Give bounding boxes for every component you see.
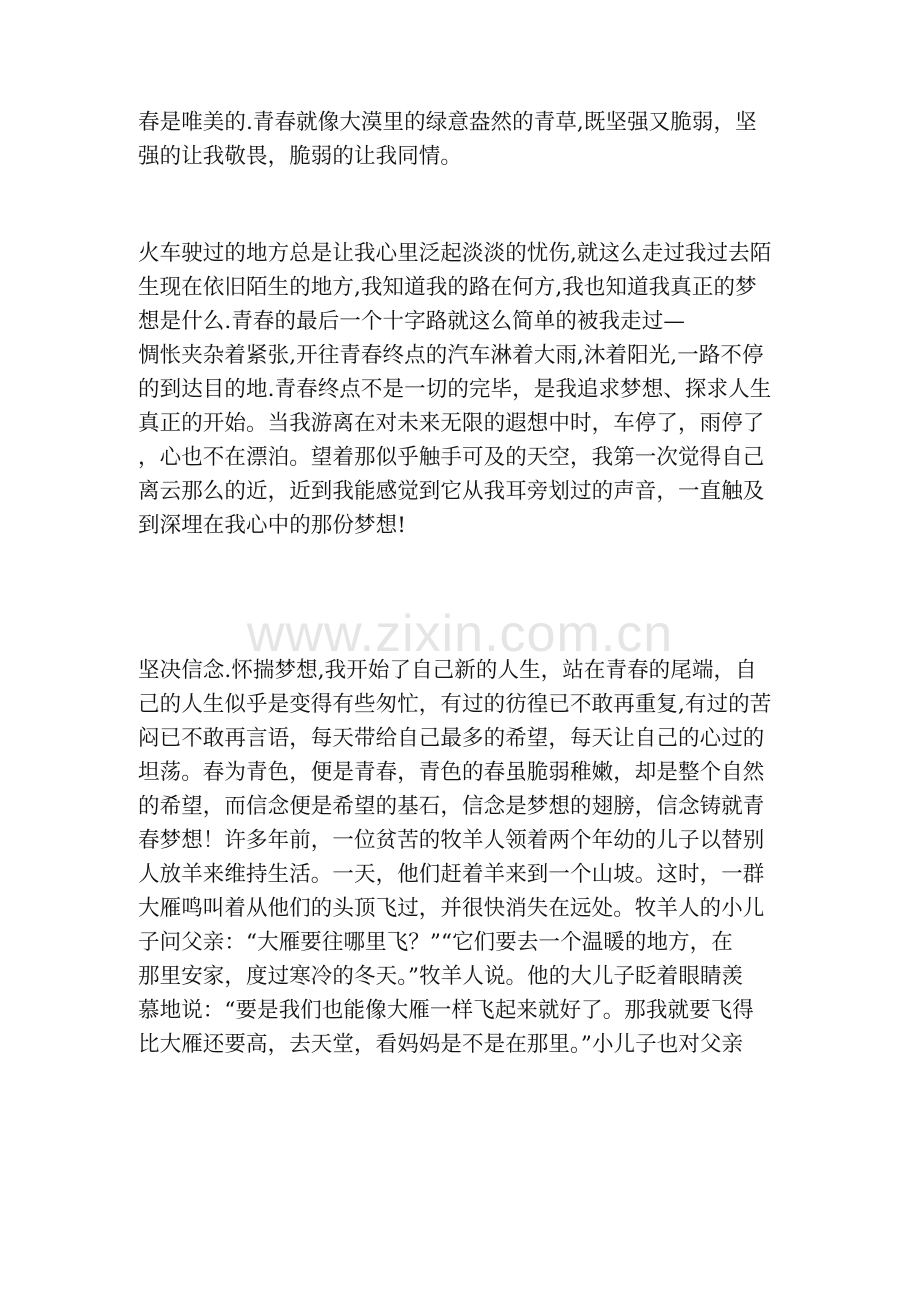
watermark: www.zixin.com.cn xyxy=(246,605,674,663)
text-line: 火车驶过的地方总是让我心里泛起淡淡的忧伤,就这么走过我过去陌 xyxy=(138,241,772,266)
text-line: 己的人生似乎是变得有些匆忙，有过的彷徨已不敢再重复,有过的苦 xyxy=(138,692,772,717)
paragraph-1 xyxy=(138,106,788,174)
text-line: 慕地说：“要是我们也能像大雁一样飞起来就好了。那我就要飞得 xyxy=(138,998,754,1023)
paragraph-3 xyxy=(138,654,788,1062)
text-line: 坦荡。春为青色，便是青春，青色的春虽脆弱稚嫩，却是整个自然 xyxy=(138,760,765,785)
text-line: 强的让我敬畏，脆弱的让我同情。 xyxy=(138,144,463,169)
text-line: 的到达目的地.青春终点不是一切的完毕，是我追求梦想、探求人生 xyxy=(138,377,772,402)
text-line: 的希望，而信念便是希望的基石，信念是梦想的翅膀，信念铸就青 xyxy=(138,794,765,819)
paragraph-2 xyxy=(138,237,788,543)
text-line: 坚决信念.怀揣梦想,我开始了自己新的人生，站在青春的尾端，自 xyxy=(138,658,757,683)
text-line: 到深埋在我心中的那份梦想! xyxy=(138,513,406,538)
text-line: 闷已不敢再言语，每天带给自己最多的希望，每天让自己的心过的 xyxy=(138,726,765,751)
text-line: 生现在依旧陌生的地方,我知道我的路在何方,我也知道我真正的梦 xyxy=(138,275,757,300)
text-line: 人放羊来维持生活。一天，他们赶着羊来到一个山坡。这时，一群 xyxy=(138,862,765,887)
text-line: 春是唯美的.青春就像大漠里的绿意盎然的青草,既坚强又脆弱，坚 xyxy=(138,110,757,135)
text-line: 大雁鸣叫着从他们的头顶飞过，并很快消失在远处。牧羊人的小儿 xyxy=(138,896,765,921)
text-line: 真正的开始。当我游离在对未来无限的遐想中时，车停了，雨停了 xyxy=(138,411,765,436)
text-line: 想是什么.青春的最后一个十字路就这么简单的被我走过— xyxy=(138,309,685,334)
text-line: 子问父亲：“大雁要往哪里飞？”“它们要去一个温暖的地方，在 xyxy=(138,930,733,955)
text-line: 比大雁还要高，去天堂，看妈妈是不是在那里。”小儿子也对父亲 xyxy=(138,1032,744,1057)
text-line: ，心也不在漂泊。望着那似乎触手可及的天空，我第一次觉得自己 xyxy=(138,445,765,470)
text-line: 惆怅夹杂着紧张,开往青春终点的汽车淋着大雨,沐着阳光,一路不停 xyxy=(138,343,764,368)
text-line: 那里安家，度过寒冷的冬天。”牧羊人说。他的大儿子眨着眼睛羡 xyxy=(138,964,744,989)
text-line: 春梦想！许多年前，一位贫苦的牧羊人领着两个年幼的儿子以替别 xyxy=(138,828,765,853)
text-line: 离云那么的近，近到我能感觉到它从我耳旁划过的声音，一直触及 xyxy=(138,479,765,504)
